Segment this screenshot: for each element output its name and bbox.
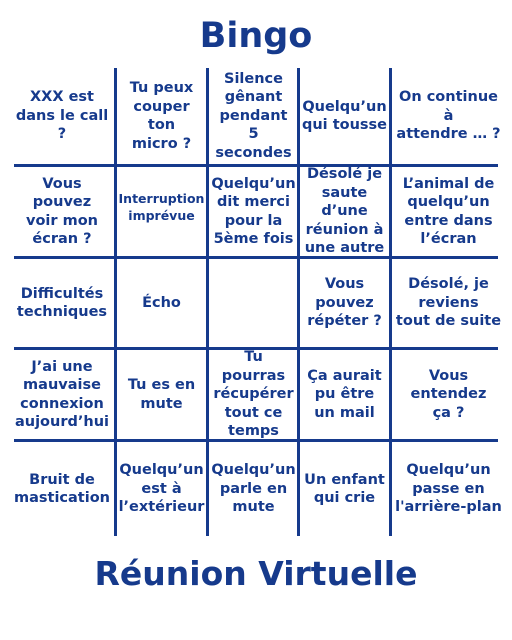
bingo-cell[interactable] bbox=[299, 350, 390, 439]
bingo-cell[interactable] bbox=[299, 68, 390, 164]
bingo-cell[interactable] bbox=[8, 167, 116, 256]
bingo-cell-text: On continue à attendre … ? bbox=[396, 89, 501, 143]
bingo-cell-text: Désolé, je reviens tout de suite bbox=[395, 276, 502, 330]
bingo-cell[interactable] bbox=[391, 68, 506, 164]
bingo-cell[interactable] bbox=[116, 442, 207, 536]
bingo-cell-text: Tu peux couper ton micro ? bbox=[129, 80, 194, 152]
bingo-cell[interactable] bbox=[208, 442, 299, 536]
bingo-cell-text: Quelqu’un passe en l'arrière-plan bbox=[395, 462, 502, 516]
page-subtitle: Réunion Virtuelle bbox=[94, 554, 418, 593]
bingo-cell[interactable] bbox=[208, 68, 299, 164]
bingo-cell[interactable] bbox=[391, 442, 506, 536]
bingo-cell[interactable] bbox=[391, 350, 506, 439]
bingo-cell-text: Vous pouvez voir mon écran ? bbox=[26, 175, 98, 247]
bingo-cell-text: Quelqu’un dit merci pour la 5ème fois bbox=[211, 175, 296, 247]
bingo-cell-text: Vous pouvez répéter ? bbox=[307, 276, 382, 330]
bingo-cell[interactable] bbox=[8, 68, 116, 164]
bingo-cell[interactable] bbox=[391, 259, 506, 347]
bingo-cell-text: J’ai une mauvaise connexion aujourd’hui bbox=[14, 358, 110, 430]
bingo-cell-text: L’animal de quelqu’un entre dans l’écran bbox=[402, 175, 495, 247]
bingo-cell[interactable] bbox=[208, 350, 299, 439]
bingo-cell-free[interactable] bbox=[208, 259, 299, 347]
bingo-cell[interactable] bbox=[8, 259, 116, 347]
bingo-cell-text: Tu es en mute bbox=[127, 377, 196, 412]
bingo-cell-text: Quelqu’un qui tousse bbox=[301, 98, 388, 133]
bingo-cell-text: Vous entendez ça ? bbox=[410, 367, 487, 421]
bingo-cell[interactable] bbox=[116, 167, 207, 256]
bingo-cell[interactable] bbox=[299, 167, 390, 256]
bingo-cell-text: Tu pourras récupérer tout ce temps bbox=[213, 349, 294, 440]
bingo-cell[interactable] bbox=[391, 167, 506, 256]
bingo-cell[interactable] bbox=[116, 259, 207, 347]
bingo-cell-text: Ça aurait pu être un mail bbox=[307, 367, 382, 421]
bingo-cell[interactable] bbox=[208, 167, 299, 256]
bingo-cell[interactable] bbox=[8, 442, 116, 536]
bingo-cell[interactable] bbox=[299, 259, 390, 347]
bingo-cell-text: Désolé je saute d’une réunion à une autre bbox=[304, 166, 385, 257]
bingo-cell-text: Quelqu’un parle en mute bbox=[211, 462, 296, 516]
bingo-cell-text: Écho bbox=[142, 294, 181, 311]
bingo-cell-text: Un enfant qui crie bbox=[304, 471, 385, 506]
bingo-cell-text: Bruit de mastication bbox=[14, 471, 110, 506]
bingo-cell-text: Difficultés techniques bbox=[16, 285, 108, 320]
bingo-cell[interactable] bbox=[116, 350, 207, 439]
bingo-cell[interactable] bbox=[8, 350, 116, 439]
bingo-title: Bingo bbox=[199, 16, 313, 56]
bingo-cell-text: Quelqu’un est à l’extérieur bbox=[118, 462, 205, 516]
bingo-cell-text: Silence gênant pendant 5 secondes bbox=[215, 70, 292, 161]
bingo-cell[interactable] bbox=[299, 442, 390, 536]
bingo-cell-text: XXX est dans le call ? bbox=[15, 89, 109, 143]
bingo-cell-text: Interruption imprévue bbox=[118, 190, 205, 223]
bingo-cell[interactable] bbox=[116, 68, 207, 164]
